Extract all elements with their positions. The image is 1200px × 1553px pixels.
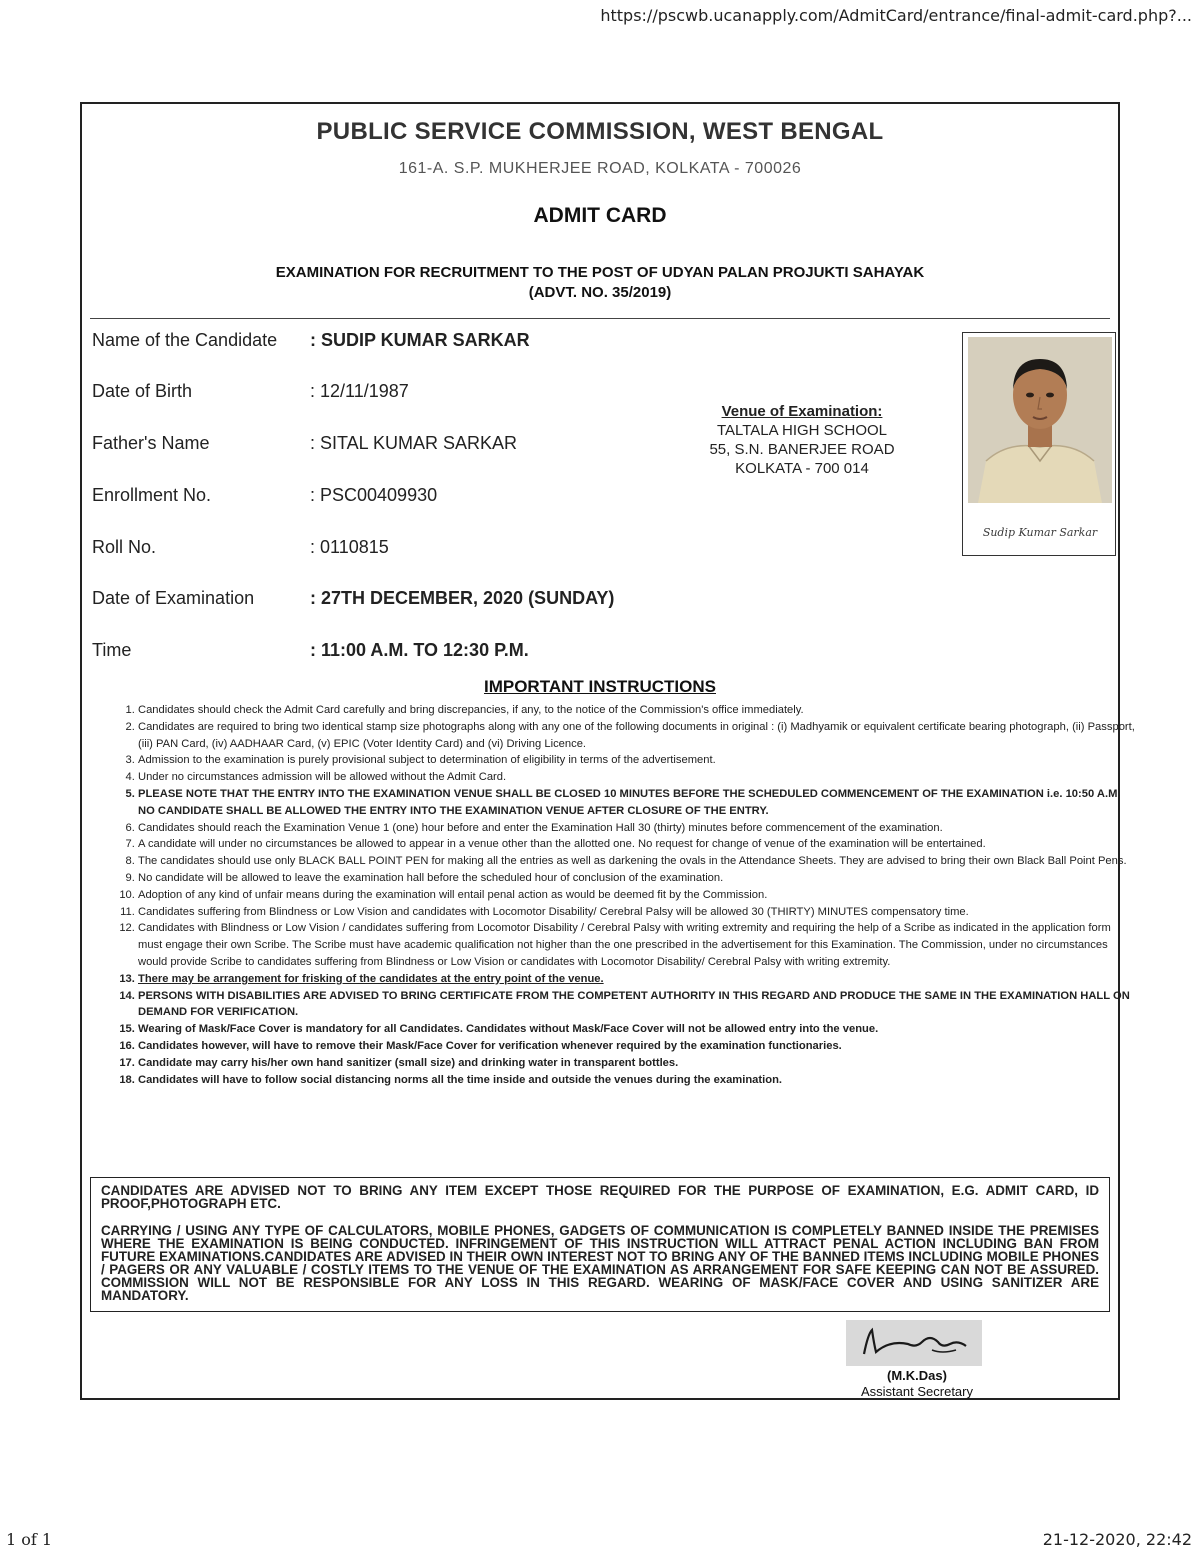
instruction-item: 12. Candidates with Blindness or Low Vision / candidates suffering from Locomotor Disability / Cerebral Palsy with writing extremity and requiring the help of a Scribe as indicated in the application form must engage their own Scribe. The Scribe must have academic qualification not higher than the one prescribed in the advertisement for this Examination. The Commission, under no circumstances would provide Scribe to candidates suffering from Blindness or Low Vision or candidates with Locomotor Disability/ Cerebral Palsy with writing extremity.: [138, 920, 1138, 970]
advertisement-number: (ADVT. NO. 35/2019): [528, 284, 672, 301]
organization-name: PUBLIC SERVICE COMMISSION, WEST BENGAL: [316, 118, 884, 145]
photo-frame: [962, 332, 1116, 556]
venue-line-1: TALTALA HIGH SCHOOL: [716, 422, 888, 439]
organization-address: 161-A. S.P. MUKHERJEE ROAD, KOLKATA - 700026: [398, 160, 802, 177]
instruction-item: 5. PLEASE NOTE THAT THE ENTRY INTO THE EXAMINATION VENUE SHALL BE CLOSED 10 MINUTES BEFORE THE SCHEDULED COMMENCEMENT OF THE EXAMINATION i.e. 10:50 A.M. NO CANDIDATE SHALL BE ALLOWED THE ENTRY INTO THE EXAMINATION VENUE AFTER CLOSURE OF THE ENTRY.: [138, 786, 1138, 820]
page-indicator: 1 of 1: [6, 1530, 53, 1549]
instruction-item: 7. A candidate will under no circumstances be allowed to appear in a venue other than the allotted one. No request for change of venue of the examination will be entertained.: [138, 836, 1138, 853]
authority-signature-image: [846, 1320, 982, 1366]
instruction-item: 15. Wearing of Mask/Face Cover is mandatory for all Candidates. Candidates without Mask/Face Cover will not be allowed entry into the venue.: [138, 1021, 1138, 1038]
candidate-name-value: : SUDIP KUMAR SARKAR: [310, 330, 530, 350]
instruction-item: 13. There may be arrangement for frisking of the candidates at the entry point of the venue.: [138, 971, 1138, 988]
roll-value: : 0110815: [310, 537, 389, 557]
enrollment-value: : PSC00409930: [310, 485, 438, 505]
instruction-item: 16. Candidates however, will have to remove their Mask/Face Cover for verification whenever required by the examination functionaries.: [138, 1038, 1138, 1055]
document-title: ADMIT CARD: [533, 204, 667, 227]
instruction-item: 9. No candidate will be allowed to leave the examination hall before the scheduled hour of conclusion of the examination.: [138, 870, 1138, 887]
instruction-item: 10. Adoption of any kind of unfair means during the examination will entail penal action as would be deemed fit by the Commission.: [138, 887, 1138, 904]
exam-name: EXAMINATION FOR RECRUITMENT TO THE POST OF UDYAN PALAN PROJUKTI SAHAYAK: [275, 264, 925, 281]
warning-para-1: CANDIDATES ARE ADVISED NOT TO BRING ANY ITEM EXCEPT THOSE REQUIRED FOR THE PURPOSE OF EXAMINATION, E.G. ADMIT CARD, ID PROOF,PHOTOGRAPH ETC.: [101, 1183, 1099, 1211]
print-timestamp: 21-12-2020, 22:42: [1042, 1530, 1192, 1549]
authority-signature: [846, 1320, 982, 1366]
father-name-value: : SITAL KUMAR SARKAR: [310, 433, 518, 453]
instruction-item: 4. Under no circumstances admission will be allowed without the Admit Card.: [138, 769, 1138, 786]
instruction-item: 6. Candidates should reach the Examination Venue 1 (one) hour before and enter the Examination Hall 30 (thirty) minutes before commencement of the examination.: [138, 820, 1138, 837]
browser-url: https://pscwb.ucanapply.com/AdmitCard/entrance/final-admit-card.php?...: [600, 6, 1192, 25]
instructions-list: [110, 702, 1138, 1088]
exam-date-label: Date of Examination: [92, 588, 255, 608]
instruction-item: 2. Candidates are required to bring two identical stamp size photographs along with any one of the following documents in original : (i) Madhyamik or equivalent certificate bearing photograph, (ii) Passport, (iii) PAN Card, (iv) AADHAAR Card, (v) EPIC (Voter Identity Card) and (vi) Driving Licence.: [138, 719, 1138, 753]
instruction-item: 1. Candidates should check the Admit Card carefully and bring discrepancies, if any, to the notice of the Commission's office immediately.: [138, 702, 1138, 719]
candidate-photo: [968, 337, 1112, 503]
candidate-signature-image: [968, 511, 1112, 551]
exam-time-value: : 11:00 A.M. TO 12:30 P.M.: [310, 640, 529, 660]
exam-time-label: Time: [92, 640, 132, 660]
instructions-heading: IMPORTANT INSTRUCTIONS: [483, 677, 716, 696]
instruction-item: 11. Candidates suffering from Blindness or Low Vision and candidates with Locomotor Disability/ Cerebral Palsy will be allowed 30 (THIRTY) MINUTES compensatory time.: [138, 904, 1138, 921]
candidate-signature: [968, 511, 1112, 551]
instruction-item: 8. The candidates should use only BLACK BALL POINT PEN for making all the entries as well as darkening the ovals in the Attendance Sheets. They are advised to bring their own Black Ball Point Pens.: [138, 853, 1138, 870]
warning-box: [90, 1177, 1110, 1312]
venue-block: [672, 402, 932, 478]
header-divider: [90, 318, 1110, 319]
signature-text: Sudip Kumar Sarkar: [982, 526, 1098, 539]
authority-designation: Assistant Secretary: [861, 1384, 973, 1399]
dob-label: Date of Birth: [92, 381, 193, 401]
instruction-item: 3. Admission to the examination is purely provisional subject to determination of eligibility in terms of the advertisement.: [138, 752, 1138, 769]
admit-card: [80, 102, 1135, 1400]
candidate-name-label: Name of the Candidate: [92, 330, 278, 350]
authority-name: (M.K.Das): [887, 1368, 947, 1383]
venue-line-2: 55, S.N. BANERJEE ROAD: [709, 441, 895, 458]
exam-date-value: : 27TH DECEMBER, 2020 (SUNDAY): [310, 588, 615, 608]
dob-value: : 12/11/1987: [310, 381, 409, 401]
instruction-item: 17. Candidate may carry his/her own hand sanitizer (small size) and drinking water in transparent bottles.: [138, 1055, 1138, 1072]
enrollment-label: Enrollment No.: [92, 485, 212, 505]
roll-label: Roll No.: [92, 537, 157, 557]
candidate-photo-illustration: [968, 337, 1112, 503]
venue-heading: Venue of Examination:: [721, 403, 883, 420]
venue-line-3: KOLKATA - 700 014: [735, 460, 869, 477]
instruction-item: 14. PERSONS WITH DISABILITIES ARE ADVISED TO BRING CERTIFICATE FROM THE COMPETENT AUTHORITY IN THIS REGARD AND PRODUCE THE SAME IN THE EXAMINATION HALL ON DEMAND FOR VERIFICATION.: [138, 988, 1138, 1022]
father-name-label: Father's Name: [92, 433, 210, 453]
warning-para-2: CARRYING / USING ANY TYPE OF CALCULATORS, MOBILE PHONES, GADGETS OF COMMUNICATION IS COMPLETELY BANNED INSIDE THE PREMISES WHERE THE EXAMINATION IS BEING CONDUCTED. INFRINGEMENT OF THIS INSTRUCTION WILL ATTRACT PENAL ACTION INCLUDING BAN FROM FUTURE EXAMINATIONS.CANDIDATES ARE ADVISED IN THEIR OWN INTEREST NOT TO BRING ANY OF THE BANNED ITEMS INCLUDING MOBILE PHONES / PAGERS OR ANY VALUABLE / COSTLY ITEMS TO THE VENUE OF THE EXAMINATION AS ARRANGEMENT FOR SAFE KEEPING CAN NOT BE ASSURED. COMMISSION WILL NOT BE RESPONSIBLE FOR ANY LOSS IN THIS REGARD. WEARING OF MASK/FACE COVER AND USING SANITIZER ARE MANDATORY.: [101, 1223, 1099, 1303]
instruction-item: 18. Candidates will have to follow social distancing norms all the time inside and outside the venues during the examination.: [138, 1072, 1138, 1089]
